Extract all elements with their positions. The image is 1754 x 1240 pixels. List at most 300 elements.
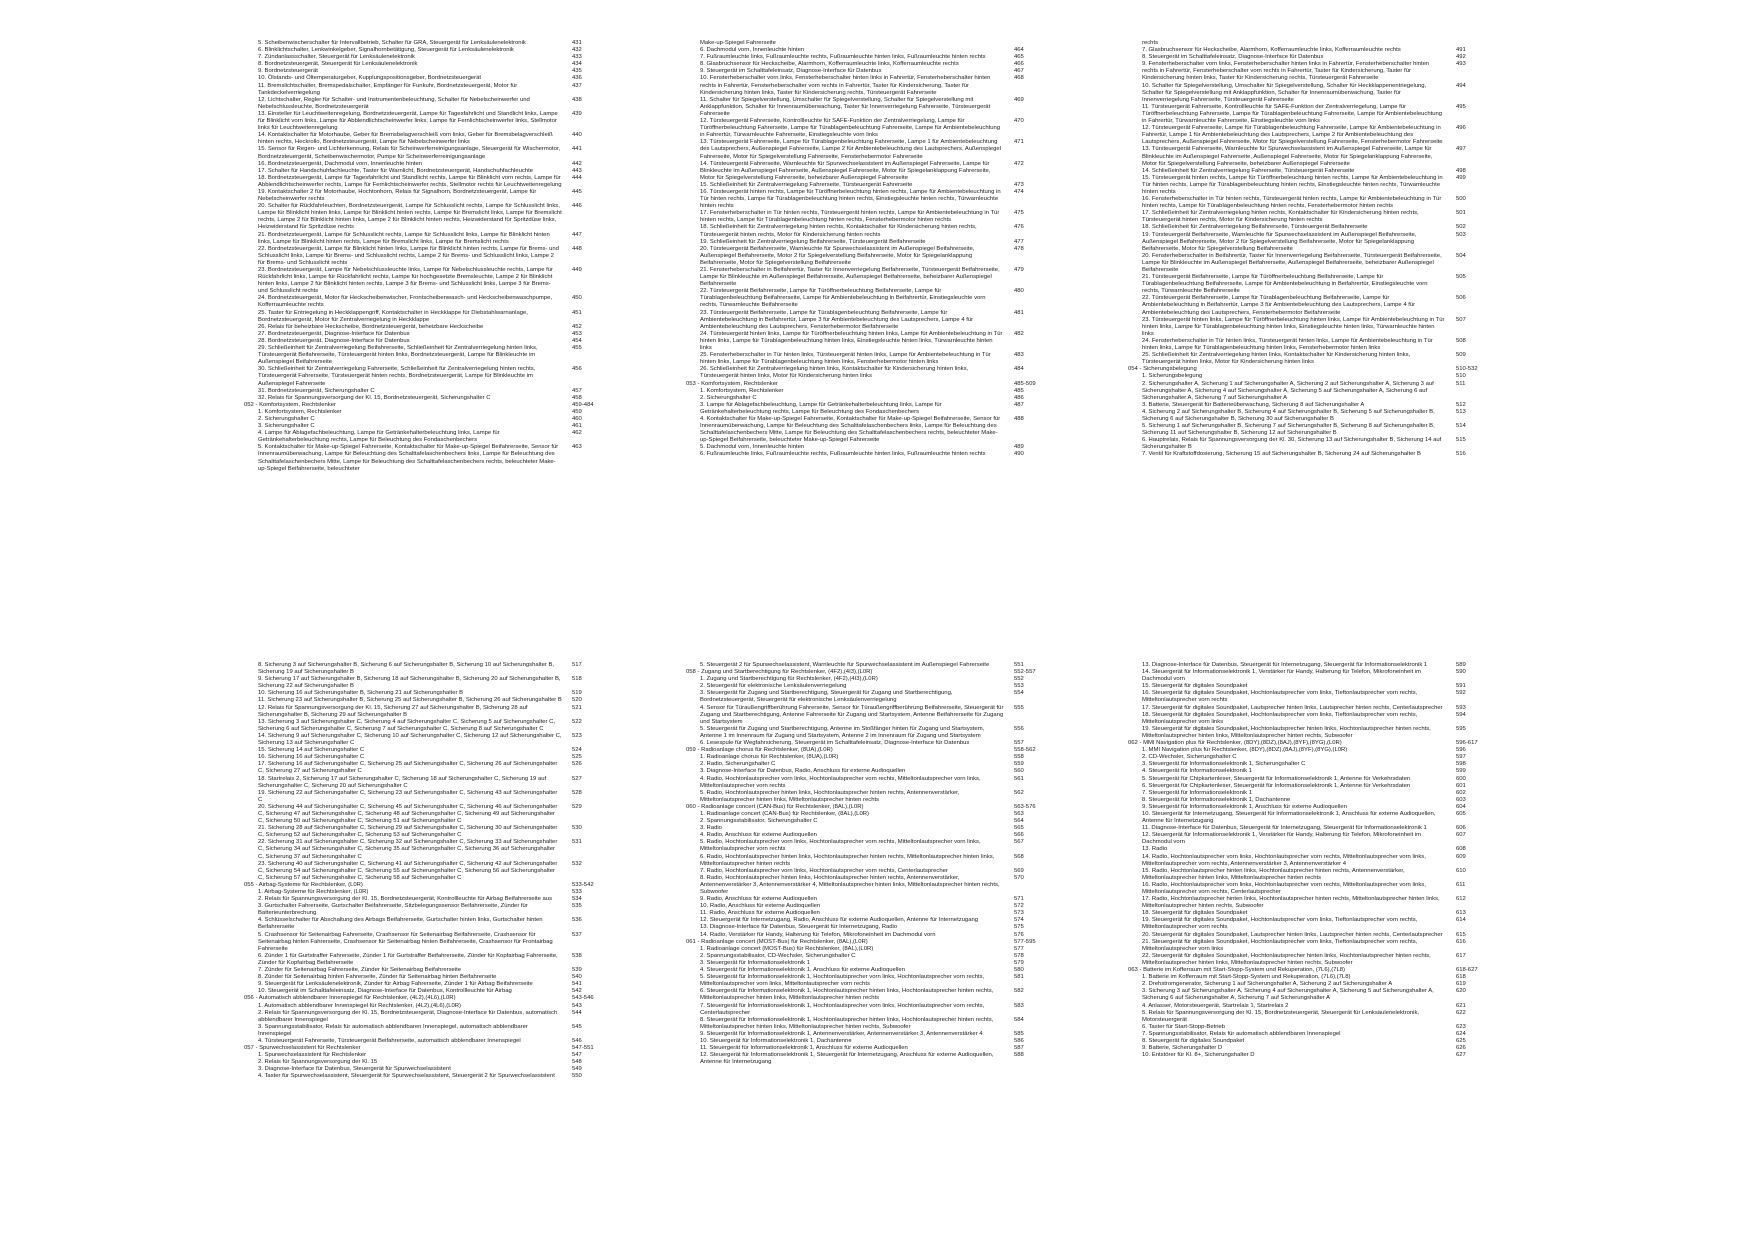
entry-text: 13. Radio bbox=[1142, 846, 1168, 853]
entry-page-number: 485 bbox=[1014, 387, 1024, 394]
entry-page-number: 534 bbox=[572, 896, 582, 903]
entry-page-number: 509 bbox=[1456, 352, 1466, 359]
index-entry bbox=[1142, 910, 1502, 917]
entry-page-number: 431 bbox=[572, 40, 582, 46]
entry-text: 14. Steuergerät für Informationselektronik 1, Verstärker für Handy, Halterung für Telefon, Mikrofoneinheit im Dachmodul vorn bbox=[1142, 669, 1422, 683]
entry-page-number: 432 bbox=[572, 47, 582, 54]
index-entry bbox=[700, 924, 1060, 931]
entry-text: 1. Airbag-Systeme für Rechtslenker, (L0R) bbox=[258, 889, 369, 895]
entry-text: 6. Zünder 1 für Gurtstraffer Fahrerseite, Zünder 1 für Gurtstraffer Beifahrerseite, Zünder für Kopfairbag Fahrerseite, Zünder für Kopfairbag Beifahrerseite bbox=[258, 952, 558, 966]
entry-text: 7. Zündanlassschalter, Steuergerät für Lenksäulenelektronik bbox=[258, 54, 415, 61]
entry-page-number: 624 bbox=[1456, 1030, 1466, 1037]
entry-page-number: 601 bbox=[1456, 782, 1466, 789]
entry-page-number: 452 bbox=[572, 323, 582, 330]
entry-text: 057 - Spurwechselassistent für Rechtslenker bbox=[244, 1045, 361, 1052]
entry-page-number: 531 bbox=[572, 839, 582, 846]
entry-page-number: 554 bbox=[1014, 690, 1024, 697]
entry-text: 20. Steuergerät für digitales Soundpaket, Lautsprecher hinten links, Lautsprecher hinten rechts, Centerlautsprecher bbox=[1142, 931, 1443, 938]
entry-text: 20. Türsteuergerät Beifahrerseite, Warnleuchte für Spurwechselassistent im Außenspiegel Beifahrerseite, Außenspiegel Beifahrerseite, Motor 2 für Spiegelverstellung Beifahrerseite, Motor für Spiegelanklappung Beifahrerseite, Motor für Spiegelverstellung Beifahrerseite bbox=[700, 245, 975, 266]
index-entry bbox=[258, 444, 618, 472]
entry-text: 4. Lampe für Ablagefachbeleuchtung, Lampe für Getränkehalterbeleuchtung links, Lampe für Getränkehalterbeleuchtung rechts, Lampe für Beleuchtung des Fondaschenbechers bbox=[258, 430, 500, 444]
entry-page-number: 455 bbox=[572, 345, 582, 352]
index-entry bbox=[258, 1052, 618, 1059]
entry-text: 059 - Radioanlage chorus für Rechtslenker, (8UA),(L0R) bbox=[686, 747, 833, 754]
entry-text: 24. Türsteuergerät hinten links, Lampe für Türöffnerbeleuchtung hinten links, Lampe für Ambientebeleuchtung in Tür hinten links, Lampe für Türablagenbeleuchtung hinten links, Einstiegsleuchte hinten links, Türwarnleuchte hinten links bbox=[700, 330, 1003, 352]
entry-text: 3. Steuergerät für Zugang und Startberechtigung, Steuergerät für Zugang und Startberechtigung, Bordnetzsteuergerät, Steuergerät für elektronische Lenksäulenverriegelung bbox=[700, 690, 953, 704]
entry-page-number: 577-595 bbox=[1014, 938, 1036, 945]
entry-text: 6. Steuergerät für Chipkartenleser, Steuergerät für Informationselektronik 1, Antenne für Verkehrsdaten bbox=[1142, 782, 1411, 789]
entry-page-number: 519 bbox=[572, 690, 582, 697]
entry-page-number: 514 bbox=[1456, 423, 1466, 430]
index-entry bbox=[700, 683, 1060, 690]
index-entry bbox=[258, 662, 618, 676]
index-entry bbox=[700, 75, 1060, 96]
entry-text: 3. Batterie, Steuergerät für Batterieüberwachung, Sicherung 8 auf Sicherungshalter A bbox=[1142, 401, 1365, 408]
entry-text: 5. Steuergerät für Chipkartenleser, Steuergerät für Informationselektronik 1, Antenne für Verkehrsdaten bbox=[1142, 775, 1411, 782]
entry-text: 7. Ventil für Kraftstoffdosierung, Sicherung 15 auf Sicherungshalter B, Sicherung 24 auf Sicherungshalter B bbox=[1142, 451, 1421, 458]
index-entry bbox=[258, 47, 618, 54]
entry-page-number: 577 bbox=[1014, 945, 1024, 952]
entry-page-number: 503 bbox=[1456, 231, 1466, 238]
entry-text: 22. Steuergerät für digitales Soundpaket, Hochtonlautsprecher hinten links, Hochtonlautsprecher hinten rechts, Mitteltonlautsprecher hinten links, Mitteltonlautsprecher hinten rechts, Subwoofer bbox=[1142, 952, 1431, 966]
index-entry bbox=[1142, 168, 1502, 175]
entry-text: 28. Bordnetzsteuergerät, Diagnose-Interface für Datenbus bbox=[258, 337, 410, 344]
entry-page-number: 480 bbox=[1014, 288, 1024, 295]
index-entry bbox=[700, 1003, 1060, 1017]
entry-page-number: 552 bbox=[1014, 676, 1024, 683]
entry-text: 060 - Radioanlage concert (CAN-Bus) für Rechtslenker, (8AL),(L0R) bbox=[686, 803, 864, 810]
index-entry bbox=[700, 839, 1060, 853]
entry-page-number: 593 bbox=[1456, 704, 1466, 711]
index-entry bbox=[258, 246, 618, 267]
entry-page-number: 578 bbox=[1014, 952, 1024, 959]
entry-text: 11. Diagnose-Interface für Datenbus, Steuergerät für Internetzugang, Steuergerät für Informationselektronik 1 bbox=[1142, 825, 1427, 832]
index-entry bbox=[700, 676, 1060, 683]
entry-text: 3. Gurtschalter Fahrerseite, Gurtschalter Beifahrerseite, Sitzbelegungssensor Beifahrerseite, Zünder für Batterieunterbrechung bbox=[258, 903, 528, 917]
entry-text: 1. Spurwechselassistent für Rechtslenker bbox=[258, 1052, 367, 1059]
entry-page-number: 623 bbox=[1456, 1023, 1466, 1030]
entry-page-number: 537 bbox=[572, 931, 582, 938]
index-entry bbox=[700, 974, 1060, 988]
entry-page-number: 596 bbox=[1456, 747, 1466, 754]
entry-text: 2. Steuergerät für elektronische Lenksäulenverriegelung bbox=[700, 683, 847, 690]
index-entry bbox=[258, 690, 618, 697]
entry-page-number: 540 bbox=[572, 974, 582, 981]
entry-text: 11. Türsteuergerät Fahrerseite, Kontrollleuchte für SAFE-Funktion der Zentralverriegelung, Lampe für Türöffnerbeleuchtung Fahrerseite, Lampe für Türablagenbeleuchtung Fahrerseite, Lampe für Ambientebeleuchtung in Fahrertür, Türwarnleuchte Fahrerseite, Einstiegsleuchte vorn links bbox=[1142, 103, 1443, 125]
index-entry bbox=[700, 726, 1060, 740]
entry-text: 21. Sicherung 28 auf Sicherungshalter C, Sicherung 29 auf Sicherungshalter C, Sicherung 30 auf Sicherungshalter C, Sicherung 52 auf Sicherungshalter C, Sicherung 53 auf Sicherungshalter C bbox=[258, 825, 558, 839]
entry-text: 3. Sicherungshalter C bbox=[258, 423, 315, 430]
entry-text: 14. Radio, Hochtonlautsprecher vorn links, Hochtonlautsprecher vorn rechts, Mitteltonlautsprecher vorn links, Mitteltonlautsprecher vorn rechts, Antennenverstärker 3, Antennenverstärker 4 bbox=[1142, 853, 1426, 867]
entry-text: 29. Schließeinheit für Zentralverriegelung Beifahrerseite, Schließeinheit für Zentralverriegelung hinten links, Türsteuergerät Beifahrerseite, Türsteuergerät hinten links, Bordnetzsteuergerät, Lampe für Blinkleuchte im Außenspiegel Beifahrerseite bbox=[258, 345, 538, 366]
index-entry bbox=[700, 754, 1060, 761]
entry-text: 7. Fußraumleuchte links, Fußraumleuchte rechts, Fußraumleuchte hinten links, Fußraumleuchte hinten rechts bbox=[700, 54, 986, 61]
index-entry bbox=[700, 832, 1060, 839]
entry-page-number: 504 bbox=[1456, 252, 1466, 259]
section-heading bbox=[1128, 967, 1502, 974]
entry-text: 3. Diagnose-Interface für Datenbus, Radio, Anschluss für externe Audioquellen bbox=[700, 768, 906, 775]
entry-text: 31. Bordnetzsteuergerät, Sicherungshalter C bbox=[258, 387, 375, 394]
entry-page-number: 476 bbox=[1014, 224, 1024, 231]
entry-page-number: 453 bbox=[572, 330, 582, 337]
entry-text: 13. Diagnose-Interface für Datenbus, Steuergerät für Internetzugang, Radio bbox=[700, 924, 898, 931]
entry-text: 2. Sicherungshalter A, Sicherung 1 auf Sicherungshalter A, Sicherung 2 auf Sicherungshalter A, Sicherung 3 auf Sicherungshalter A, Sicherung 4 auf Sicherungshalter A, Sicherung 5 auf Sicherungshalter A, Sicherung 6 auf Sicherungshalter A, Sicherung 7 auf Sicherungshalter A bbox=[1142, 380, 1434, 401]
entry-page-number: 586 bbox=[1014, 1037, 1024, 1044]
section-heading bbox=[686, 669, 1060, 676]
entry-text: 15. Radio, Hochtonlautsprecher hinten links, Hochtonlautsprecher hinten rechts, Antennenverstärker, Mitteltonlautsprecher hinten links, Mitteltonlautsprecher hinten rechts bbox=[1142, 867, 1405, 881]
index-entry bbox=[700, 953, 1060, 960]
index-entry bbox=[258, 1003, 618, 1010]
entry-page-number: 445 bbox=[572, 188, 582, 195]
index-entry bbox=[1142, 352, 1502, 366]
index-entry bbox=[1142, 451, 1502, 458]
entry-text: 15. Steuergerät für digitales Soundpaket bbox=[1142, 683, 1248, 690]
index-entry bbox=[258, 295, 618, 309]
index-entry bbox=[700, 68, 1060, 75]
entry-page-number: 558-562 bbox=[1014, 747, 1036, 754]
entry-page-number: 576 bbox=[1014, 931, 1024, 938]
section-heading bbox=[686, 938, 1060, 946]
index-entry bbox=[1142, 776, 1502, 783]
index-entry bbox=[1142, 1045, 1502, 1052]
index-entry bbox=[1142, 804, 1502, 811]
index-entry bbox=[700, 139, 1060, 160]
index-entry bbox=[1142, 726, 1502, 740]
entry-page-number: 463 bbox=[572, 444, 582, 451]
entry-page-number: 438 bbox=[572, 96, 582, 103]
entry-text: 11. Sicherung 23 auf Sicherungshalter B, Sicherung 25 auf Sicherungshalter B, Sicherung 26 auf Sicherungshalter B bbox=[258, 697, 562, 704]
entry-page-number: 502 bbox=[1456, 224, 1466, 231]
entry-text: 20. Fensterheberschalter in Beifahrertür, Taster für Innenverriegelung Beifahrerseite, Türsteuergerät Beifahrerseite, Lampe für Blinkleuchte im Außenspiegel Beifahrerseite, Außenspiegel Beifahrerseite, beheizbarer Außenspiegel Beifahrerseite bbox=[1142, 252, 1442, 273]
index-entry bbox=[258, 75, 618, 82]
entry-page-number: 583 bbox=[1014, 1002, 1024, 1009]
entry-text: 5. Steuergerät für Informationselektronik 1, Hochtonlautsprecher vorn links, Hochtonlautsprecher vorn rechts, Mitteltonlautsprecher vorn links, Mitteltonlautsprecher vorn rechts bbox=[700, 974, 985, 988]
index-entry bbox=[1142, 338, 1502, 352]
entry-page-number: 561 bbox=[1014, 775, 1024, 782]
entry-page-number: 627 bbox=[1456, 1052, 1466, 1059]
entry-text: 1. Komfortsystem, Rechtslenker bbox=[258, 408, 342, 415]
entry-page-number: 520 bbox=[572, 697, 582, 704]
index-entry bbox=[700, 47, 1060, 54]
entry-text: 21. Türsteuergerät Beifahrerseite, Lampe für Türöffnerbeleuchtung Beifahrerseite, Lampe für Türablagenbeleuchtung Beifahrerseite, Lampe für Ambientebeleuchtung in Beifahrertür, Einstiegsleuchte vorn rechts, Türwarnleuchte Beifahrerseite bbox=[1142, 274, 1428, 295]
index-entry bbox=[700, 352, 1060, 366]
entry-text: 17. Radio, Hochtonlautsprecher hinten links, Hochtonlautsprecher hinten rechts, Mitteltonlautsprecher hinten links, Mitteltonlautsprecher hinten rechts, Subwoofer bbox=[1142, 896, 1440, 910]
entry-text: 1. Komfortsystem, Rechtslenker bbox=[700, 387, 784, 394]
entry-text: 9. Steuergerät für Informationselektronik 1, Antennenverstärker, Antennenverstärker 3, Antennenverstärker 4 bbox=[700, 1030, 983, 1037]
entry-text: 12. Steuergerät für Informationselektronik 1, Verstärker für Handy, Halterung für Telefon, Mikrofoneinheit im Dachmodul vorn bbox=[1142, 832, 1422, 846]
index-entry bbox=[258, 310, 618, 324]
index-entry bbox=[700, 182, 1060, 189]
entry-text: 15. Türsteuergerät hinten rechts, Lampe für Türöffnerbeleuchtung hinten rechts, Lampe für Ambientebeleuchtung in Tür hinten rechts, Lampe für Türablagenbeleuchtung hinten rechts, Einstiegsleuchte hinten rechts, Türwarnleuchte hinten rechts bbox=[1142, 174, 1443, 195]
entry-page-number: 468 bbox=[1014, 75, 1024, 82]
entry-text: 9. Radio, Anschluss für externe Audioquellen bbox=[700, 896, 817, 903]
entry-text: 1. Batterie im Kofferraum mit Start-Stopp-System und Rekuperation, (7L6),(7L8) bbox=[1142, 974, 1351, 981]
entry-page-number: 510-532 bbox=[1456, 366, 1478, 373]
entry-page-number: 552-557 bbox=[1014, 669, 1036, 676]
entry-page-number: 517 bbox=[572, 662, 582, 668]
entry-page-number: 526 bbox=[572, 761, 582, 768]
index-entry bbox=[700, 224, 1060, 238]
entry-text: 4. Radio, Anschluss für externe Audioquellen bbox=[700, 832, 817, 839]
entry-page-number: 550 bbox=[572, 1073, 582, 1080]
entry-text: 3. Lampe für Ablagefachbeleuchtung, Lampe für Getränkehalterbeleuchtung links, Lampe für Getränkehalterbeleuchtung rechts, Lampe für Beleuchtung des Fondaschenbechers bbox=[700, 401, 942, 415]
entry-page-number: 524 bbox=[572, 747, 582, 754]
index-entry bbox=[1142, 274, 1502, 295]
index-entry bbox=[700, 161, 1060, 182]
entry-page-number: 500 bbox=[1456, 196, 1466, 203]
entry-page-number: 473 bbox=[1014, 181, 1024, 188]
index-entry bbox=[700, 917, 1060, 924]
entry-text: 26. Schließeinheit für Zentralverriegelung hinten links, Kontaktschalter für Kindersicherung hinten links, Türsteuergerät hinten links, Motor für Kindersicherung hinten links bbox=[700, 366, 969, 380]
index-entry bbox=[1142, 832, 1502, 846]
index-entry bbox=[258, 189, 618, 203]
entry-text: 16. Steuergerät für digitales Soundpaket, Hochtonlautsprecher vorn links, Tieftonlautsprecher vorn rechts, Mitteltonlautsprecher vorn rechts bbox=[1142, 690, 1418, 704]
entry-text: 15. Sicherung 14 auf Sicherungshalter C bbox=[258, 747, 365, 754]
section-heading bbox=[244, 995, 618, 1002]
entry-text: 5. Radio, Hochtonlautsprecher hinten links, Hochtonlautsprecher hinten rechts, Antennenverstärker, Mitteltonlautsprecher hinten links, Mitteltonlautsprecher hinten rechts bbox=[700, 789, 960, 803]
entry-text: 10. Radio, Anschluss für externe Audioquellen bbox=[700, 903, 821, 910]
index-entry bbox=[700, 903, 1060, 910]
entry-text: 10. Fensterheberschalter vorn links, Fensterheberschalter hinten links in Fahrertür, Fensterheberschalter hinten rechts in Fahrertür, Fensterheberschalter vorn rechts in Fahrertür, Taster für Kindersicherung, Taster für Kindersicherung hinten links, Taster für Kindersicherung rechts, Türsteuergerät Fahrerseite bbox=[700, 75, 991, 96]
entry-text: 14. Kontaktschalter für Motorhaube, Geber für Bremsbelagverschleiß vorn links, Geber für Bremsbelagverschleiß hinten rechts, Heckrollo, Bordnetzsteuergerät, Lampe für Nebelscheinwerfer links bbox=[258, 132, 553, 146]
section-heading bbox=[244, 401, 618, 409]
index-entry bbox=[1142, 196, 1502, 210]
entry-text: 27. Bordnetzsteuergerät, Diagnose-Interface für Datenbus bbox=[258, 330, 410, 337]
entry-text: 3. Spannungsstabilisator, Relais für automatisch abblendbaren Innenspiegel, automatisch abblendbarer Innenspiegel bbox=[258, 1023, 528, 1037]
index-entry bbox=[700, 1038, 1060, 1045]
entry-text: 17. Schalter für Handschuhfachleuchte, Taster für Warnlicht, Bordnetzsteuergerät, Handschuhfachleuchte bbox=[258, 167, 534, 174]
entry-text: 16. Bordnetzsteuergerät, Dachmodul vorn, Innenleuchte hinten bbox=[258, 160, 423, 167]
index-entry bbox=[700, 896, 1060, 903]
entry-page-number: 600 bbox=[1456, 775, 1466, 782]
entry-page-number: 477 bbox=[1014, 238, 1024, 245]
entry-page-number: 485-509 bbox=[1014, 380, 1036, 387]
entry-text: 5. Relais für Spannungsversorgung der Kl. 15, Bordnetzsteuergerät, Steuergerät für Lenksäulenelektronik, Motorsteuergerät bbox=[1142, 1009, 1420, 1023]
entry-page-number: 499 bbox=[1456, 174, 1466, 181]
entry-text: 6. Blinklichtschalter, Lenkwinkelgeber, Signalhornbetätigung, Steuergerät für Lenksäulenelektronik bbox=[258, 47, 514, 54]
index-entry bbox=[258, 861, 618, 882]
entry-page-number: 441 bbox=[572, 146, 582, 153]
index-entry bbox=[258, 168, 618, 175]
index-entry bbox=[1142, 882, 1502, 896]
entry-text: 23. Sicherung 40 auf Sicherungshalter C, Sicherung 41 auf Sicherungshalter C, Sicherung 42 auf Sicherungshalter C, Sicherung 54 auf Sicherungshalter C, Sicherung 55 auf Sicherungshalter C, Sicherung 56 auf Sicherungshalter C, Sicherung 57 auf Sicherungshalter C, Sicherung 58 auf Sicherungshalter C bbox=[258, 860, 558, 881]
entry-page-number: 613 bbox=[1456, 910, 1466, 917]
entry-text: 3. Steuergerät für Informationselektronik 1, Sicherungshalter C bbox=[1142, 761, 1306, 768]
entry-text: 12. Lichtschalter, Regler für Schalter- und Instrumentenbeleuchtung, Schalter für Nebelscheinwerfer und Nebelschlussleuchte, Bordnetzsteuergerät bbox=[258, 96, 530, 110]
index-entry bbox=[1142, 797, 1502, 804]
index-entry bbox=[258, 416, 618, 423]
entry-page-number: 598 bbox=[1456, 761, 1466, 768]
index-entry bbox=[700, 395, 1060, 402]
entry-text: 17. Sicherung 16 auf Sicherungshalter C, Sicherung 25 auf Sicherungshalter C, Sicherung 26 auf Sicherungshalter C, Sicherung 27 auf Sicherungshalter C bbox=[258, 761, 558, 775]
entry-text: 16. Radio, Hochtonlautsprecher vorn links, Hochtonlautsprecher vorn rechts, Mitteltonlautsprecher vorn links, Mitteltonlautsprecher vorn rechts, Centerlautsprecher bbox=[1142, 881, 1426, 895]
entry-text: 4. Taster für Spurwechselassistent, Steuergerät für Spurwechselassistent, Steuergerät 2 für Spurwechselassistent bbox=[258, 1073, 555, 1080]
entry-text: 13. Diagnose-Interface für Datenbus, Steuergerät für Internetzugang, Steuergerät für Informationselektronik 1 bbox=[1142, 662, 1428, 668]
entry-text: 1. Automatisch abblendbarer Innenspiegel für Rechtslenker, (4L2),(4L6),(L0R) bbox=[258, 1002, 462, 1009]
entry-page-number: 602 bbox=[1456, 789, 1466, 796]
entry-page-number: 535 bbox=[572, 903, 582, 910]
index-entry bbox=[1142, 896, 1502, 910]
entry-text: 21. Bordnetzsteuergerät, Lampe für Schlusslicht rechts, Lampe für Schlusslicht links, Lampe für Blinklicht hinten links, Lampe für Blinklicht hinten rechts, Lampe für Bremslicht links, Lampe für Bremslicht rechts bbox=[258, 231, 550, 245]
entry-text: 7. Glasbruchsensor für Heckscheibe, Alarmhorn, Kofferraumleuchte links, Kofferraumleuchte rechts bbox=[1142, 47, 1401, 54]
index-entry bbox=[700, 811, 1060, 818]
entry-page-number: 483 bbox=[1014, 352, 1024, 359]
entry-text: 24. Fensterheberschalter in Tür hinten links, Türsteuergerät hinten links, Lampe für Ambientebeleuchtung in Tür hinten links, Lampe für Türablagenbeleuchtung hinten links, Fensterhebermotor hinten links bbox=[1142, 337, 1433, 352]
index-entry bbox=[1142, 790, 1502, 797]
index-entry bbox=[258, 409, 618, 416]
entry-text: 5. Steuergerät 2 für Spurwechselassistent, Warnleuchte für Spurwechselassistent im Außenspiegel Fahrerseite bbox=[700, 662, 990, 668]
index-entry bbox=[258, 1059, 618, 1066]
entry-text: 5. Crashsensor für Seitenairbag Fahrerseite, Crashsensor für Seitenairbag Beifahrerseite, Crashsensor für Seitenairbag hinten Fahrerseite, Crashsensor für Seitenairbag hinten Beifahrerseite, Crashsensor für Frontairbag Fahrerseite bbox=[258, 931, 553, 952]
index-entry bbox=[258, 175, 618, 189]
entry-page-number: 458 bbox=[572, 394, 582, 401]
index-entry bbox=[1142, 409, 1502, 423]
index-entry bbox=[1142, 974, 1502, 981]
entry-text: 2. CD-Wechsler, Sicherungshalter C bbox=[1142, 754, 1237, 761]
entry-page-number: 492 bbox=[1456, 54, 1466, 61]
entry-text: 8. Steuergerät für Informationselektronik 1, Dachantenne bbox=[1142, 796, 1291, 803]
entry-page-number: 470 bbox=[1014, 118, 1024, 125]
entry-text: 23. Bordnetzsteuergerät, Lampe für Nebelschlussleuchte links, Lampe für Nebelschlussleuchte rechts, Lampe für Rückfahrlicht links, Lampe für Rückfahrlicht rechts, Lampe für hochgesetzte Bremsleuchte, Lampe 2 für Blinklicht hinten links, Lampe 2 für Blinklicht hinten rechts, Lampe 3 für Brems- und Schlusslicht links, Lampe 3 für Brems- und Schlusslicht rechts bbox=[258, 267, 554, 295]
index-entry bbox=[1142, 1052, 1502, 1059]
entry-page-number: 437 bbox=[572, 82, 582, 89]
entry-text: 1. Radioanlage concert (CAN-Bus) für Rechtslenker, (8AL),(L0R) bbox=[700, 810, 869, 817]
entry-page-number: 459-484 bbox=[572, 401, 594, 408]
entry-text: 8. Radio, Hochtonlautsprecher hinten links, Hochtonlautsprecher hinten rechts, Antennenverstärker, Antennenverstärker 3, Antennenverstärker 4, Mitteltonlautsprecher hinten links, Mitteltonlautsprecher hinten rechts, Subwoofer bbox=[700, 874, 1000, 895]
entry-text: 2. Radio, Sicherungshalter C bbox=[700, 761, 776, 768]
entry-text: 17. Schließeinheit für Zentralverriegelung hinten rechts, Kontaktschalter für Kindersicherung hinten rechts, Türsteuergerät hinten rechts, Motor für Kindersicherung hinten rechts bbox=[1142, 210, 1419, 224]
index-entry bbox=[1142, 253, 1502, 274]
index-entry bbox=[258, 423, 618, 430]
index-entry bbox=[1142, 437, 1502, 451]
index-entry bbox=[700, 662, 1060, 669]
entry-text: 26. Relais für beheizbare Heckscheibe, Bordnetzsteuergerät, beheizbare Heckscheibe bbox=[258, 323, 484, 330]
entry-page-number: 548 bbox=[572, 1059, 582, 1066]
entry-page-number: 565 bbox=[1014, 825, 1024, 832]
entry-text: 11. Schalter für Spiegelverstellung, Umschalter für Spiegelverstellung, Schalter für Spiegelverstellung mit Anklappfunktion, Schalter für Innenraumüberwachung, Taster für Innenverriegelung Fahrerseite, Türsteuergerät Fahrerseite bbox=[700, 96, 991, 117]
entry-text: 6. Hauptrelais, Relais für Spannungsversorgung der Kl. 30, Sicherung 13 auf Sicherungshalter B, Sicherung 14 auf Sicherungshalter B bbox=[1142, 437, 1442, 451]
entry-text: 6. Steuergerät für Informationselektronik 1, Hochtonlautsprecher hinten links, Hochtonlautsprecher hinten rechts, Mitteltonlautsprecher hinten links, Mitteltonlautsprecher hinten rechts bbox=[700, 988, 994, 1002]
index-entry bbox=[258, 61, 618, 68]
entry-page-number: 469 bbox=[1014, 96, 1024, 103]
index-entry bbox=[258, 1038, 618, 1045]
entry-text: 18. Schließeinheit für Zentralverriegelung Beifahrerseite, Türsteuergerät Beifahrerseite bbox=[1142, 224, 1368, 231]
entry-page-number: 571 bbox=[1014, 896, 1024, 903]
index-entry bbox=[258, 839, 618, 860]
entry-text: 16. Fensterheberschalter in Tür hinten rechts, Türsteuergerät hinten rechts, Lampe für Ambientebeleuchtung in Tür hinten rechts, Lampe für Türablagenbeleuchtung hinten rechts, Fensterhebermotor hinten rechts bbox=[1142, 196, 1442, 210]
entry-page-number: 612 bbox=[1456, 896, 1466, 903]
entry-text: 12. Steuergerät für Informationselektronik 1, Steuergerät für Internetzugang, Anschluss für externe Audioquellen, Antenne für Internetzugang bbox=[700, 1052, 994, 1066]
entry-page-number: 544 bbox=[572, 1009, 582, 1016]
index-entry bbox=[258, 754, 618, 761]
index-entry bbox=[258, 1024, 618, 1038]
entry-text: rechts bbox=[1142, 40, 1159, 46]
index-entry bbox=[258, 345, 618, 366]
entry-text: 23. Türsteuergerät hinten links, Lampe für Türöffnerbeleuchtung hinten links, Lampe für Ambientebeleuchtung in Tür hinten links, Lampe für Türablagenbeleuchtung hinten links, Einstiegsleuchte hinten links, Türwarnleuchte hinten links bbox=[1142, 316, 1445, 337]
index-column-bottom-left bbox=[244, 662, 618, 1212]
index-entry bbox=[258, 54, 618, 61]
entry-text: 054 - Sicherungsbelegung bbox=[1128, 366, 1197, 373]
entry-text: 3. Steuergerät für Informationselektronik 1 bbox=[700, 959, 811, 966]
entry-page-number: 457 bbox=[572, 387, 582, 394]
entry-text: 9. Bordnetzsteuergerät bbox=[258, 68, 318, 75]
entry-text: 9. Steuergerät für Informationselektronik 1, Anschluss für externe Audioquellen bbox=[1142, 803, 1347, 810]
index-entry bbox=[700, 1045, 1060, 1052]
entry-text: 10. Schalter für Spiegelverstellung, Umschalter für Spiegelverstellung, Schalter für Heckklappenentriegelung, Schalter für Spiegelverstellung mit Anklappfunktion, Schalter für Innenraumüberwachung, Taster für Innenverriegelung Fahrerseite, Türsteuergerät Fahrerseite bbox=[1142, 82, 1427, 103]
index-entry bbox=[700, 444, 1060, 451]
entry-page-number: 456 bbox=[572, 366, 582, 373]
index-entry bbox=[1142, 104, 1502, 125]
entry-page-number: 433 bbox=[572, 54, 582, 61]
entry-text: 9. Sicherung 17 auf Sicherungshalter B, Sicherung 18 auf Sicherungshalter B, Sicherung 20 auf Sicherungshalter B, Sicherung 22 auf Sicherungshalter B bbox=[258, 676, 561, 690]
index-entry bbox=[258, 395, 618, 402]
index-entry bbox=[258, 430, 618, 444]
index-column-top-left bbox=[244, 40, 618, 585]
entry-text: 22. Sicherung 31 auf Sicherungshalter C, Sicherung 32 auf Sicherungshalter C, Sicherung 33 auf Sicherungshalter C, Sicherung 34 auf Sicherungshalter C, Sicherung 35 auf Sicherungshalter C, Sicherung 36 auf Sicherungshalter C, Sicherung 37 auf Sicherungshalter C bbox=[258, 839, 558, 860]
entry-page-number: 464 bbox=[1014, 47, 1024, 54]
index-entry bbox=[1142, 932, 1502, 939]
entry-page-number: 465 bbox=[1014, 54, 1024, 61]
index-entry bbox=[700, 790, 1060, 804]
index-entry bbox=[258, 1010, 618, 1024]
index-entry bbox=[258, 40, 618, 47]
entry-page-number: 539 bbox=[572, 967, 582, 974]
index-entry bbox=[1142, 47, 1502, 54]
entry-text: 17. Steuergerät für digitales Soundpaket, Lautsprecher hinten links, Lautsprecher hinten rechts, Centerlautsprecher bbox=[1142, 704, 1443, 711]
index-entry bbox=[258, 366, 618, 387]
entry-text: 2. Spannungsstabilisator, Sicherungshalter C bbox=[700, 818, 818, 825]
index-entry bbox=[1142, 1031, 1502, 1038]
entry-page-number: 562 bbox=[1014, 789, 1024, 796]
entry-page-number: 494 bbox=[1456, 82, 1466, 89]
entry-text: 1. Zugang und Startberechtigung für Rechtslenker, (4F2),(4I3),(L0R) bbox=[700, 676, 878, 683]
index-entry bbox=[1142, 402, 1502, 409]
index-entry bbox=[700, 310, 1060, 331]
entry-page-number: 615 bbox=[1456, 931, 1466, 938]
index-entry bbox=[1142, 705, 1502, 712]
index-entry bbox=[1142, 1024, 1502, 1031]
entry-page-number: 568 bbox=[1014, 853, 1024, 860]
entry-text: 11. Radio, Anschluss für externe Audioquellen bbox=[700, 910, 820, 917]
index-entry bbox=[1142, 825, 1502, 832]
entry-text: 10. Ölstands- und Öltemperaturgeber, Kupplungspositionsgeber, Bordnetzsteuergerät bbox=[258, 75, 482, 82]
entry-page-number: 543 bbox=[572, 1002, 582, 1009]
index-entry bbox=[700, 239, 1060, 246]
entry-text: 23. Türsteuergerät Beifahrerseite, Lampe für Türablagenbeleuchtung Beifahrerseite, Lampe für Ambientebeleuchtung in Beifahrertür, Lampe 3 für Ambientebeleuchtung des Lautsprechers, Lampe 4 für Ambientebeleuchtung des Lautsprechers, Fensterhebermotor Beifahrerseite bbox=[700, 309, 974, 330]
entry-text: 9. Steuergerät für Lenksäulenelektronik, Zünder für Airbag Fahrerseite, Zünder 1 für Airbag Beifahrerseite bbox=[258, 981, 533, 988]
entry-page-number: 488 bbox=[1014, 415, 1024, 422]
index-entry bbox=[700, 267, 1060, 288]
index-entry bbox=[1142, 846, 1502, 853]
entry-page-number: 439 bbox=[572, 110, 582, 117]
index-entry bbox=[700, 910, 1060, 917]
entry-page-number: 505 bbox=[1456, 274, 1466, 281]
entry-page-number: 529 bbox=[572, 803, 582, 810]
entry-page-number: 525 bbox=[572, 754, 582, 761]
index-entry bbox=[700, 825, 1060, 832]
entry-page-number: 533-542 bbox=[572, 881, 594, 888]
entry-page-number: 547-551 bbox=[572, 1045, 594, 1052]
index-entry bbox=[700, 61, 1060, 68]
entry-text: 14. Schließeinheit für Zentralverriegelung Fahrerseite, Türsteuergerät Fahrerseite bbox=[1142, 167, 1355, 174]
entry-text: 18. Steuergerät für digitales Soundpaket bbox=[1142, 910, 1248, 917]
entry-text: 10. Steuergerät für Internetzugang, Steuergerät für Informationselektronik 1, Anschluss für externe Audioquellen, Antenne für Internetzugang bbox=[1142, 810, 1436, 825]
entry-text: 22. Türsteuergerät Beifahrerseite, Lampe für Türöffnerbeleuchtung Beifahrerseite, Lampe für Türablagenbeleuchtung Beifahrerseite, Lampe für Ambientebeleuchtung in Beifahrertür, Einstiegsleuchte vorn rechts, Türwarnleuchte Beifahrerseite bbox=[700, 288, 986, 309]
entry-text: 12. Relais für Spannungsversorgung der Kl. 15, Sicherung 27 auf Sicherungshalter B, Sicherung 28 auf Sicherungshalter B, Sicherung 29 auf Sicherungshalter B bbox=[258, 704, 528, 718]
entry-page-number: 461 bbox=[572, 423, 582, 430]
entry-page-number: 466 bbox=[1014, 61, 1024, 68]
entry-text: 7. Steuergerät für Informationselektronik 1, Hochtonlautsprecher vorn links, Hochtonlautsprecher vorn rechts, Centerlautsprecher bbox=[700, 1002, 985, 1016]
